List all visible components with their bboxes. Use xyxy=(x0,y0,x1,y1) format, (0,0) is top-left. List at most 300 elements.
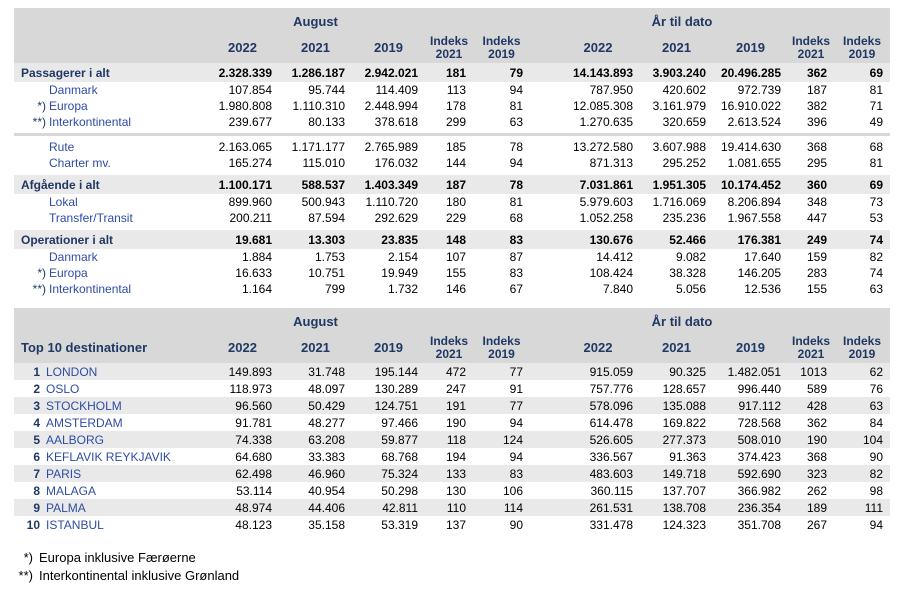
row-label: Afgående i alt xyxy=(21,177,100,192)
ytd-indeks-2021-value: 190 xyxy=(806,432,827,447)
table-row xyxy=(14,281,890,297)
row-label: **) Interkontinental xyxy=(14,282,206,296)
period-group-row xyxy=(14,308,890,332)
aug-indeks-2021-value: 137 xyxy=(445,517,466,532)
city-name: LONDON xyxy=(46,364,98,379)
aug-2022-value: 899.960 xyxy=(228,195,272,209)
aug-indeks-2021-value: 113 xyxy=(446,83,466,97)
row-label: *) Europa xyxy=(14,99,206,113)
aug-2019-value: 176.032 xyxy=(374,156,418,170)
aug-indeks-2021-value: 185 xyxy=(445,140,466,154)
footnote-marker: *) xyxy=(37,99,46,113)
aug-indeks-2021-value: 229 xyxy=(445,211,466,225)
ytd-2022-value: 614.478 xyxy=(589,415,633,430)
destination-label xyxy=(14,365,206,379)
aug-2019-value: 97.466 xyxy=(381,415,418,430)
table-row xyxy=(14,194,890,210)
table-row xyxy=(14,155,890,171)
column-header-indeks-2019: Indeks 2019 xyxy=(482,333,521,361)
aug-indeks-2021-value: 194 xyxy=(445,449,466,464)
aug-2019-value: 2.765.989 xyxy=(364,140,418,154)
aug-indeks-2019-value: 106 xyxy=(502,483,523,498)
ytd-indeks-2019-value: 73 xyxy=(869,195,883,209)
ytd-2022-value: 915.059 xyxy=(589,364,633,379)
ytd-indeks-2021-value: 362 xyxy=(806,65,827,80)
ytd-2022-value: 12.085.308 xyxy=(572,99,633,113)
ytd-indeks-2019-value: 71 xyxy=(869,99,883,113)
aug-2022-value: 48.123 xyxy=(235,517,272,532)
column-header-indeks-2021: Indeks 2021 xyxy=(429,33,468,61)
aug-indeks-2019-value: 94 xyxy=(509,415,523,430)
ytd-indeks-2021-value: 382 xyxy=(806,99,827,113)
ytd-2021-value: 128.657 xyxy=(662,381,706,396)
destination-row xyxy=(14,414,890,431)
aug-indeks-2021-value: 146 xyxy=(445,282,466,296)
city-name: AALBORG xyxy=(46,432,105,447)
ytd-indeks-2021-value: 1013 xyxy=(800,364,827,379)
destination-row xyxy=(14,499,890,516)
aug-2022-value: 74.338 xyxy=(235,432,272,447)
aug-2019-value: 2.942.021 xyxy=(364,65,418,80)
ytd-indeks-2021-value: 187 xyxy=(806,83,827,97)
aug-2019-value: 292.629 xyxy=(374,211,418,225)
destination-row xyxy=(14,431,890,448)
column-header-ytd-indeks-2021: Indeks 2021 xyxy=(791,33,830,61)
ytd-indeks-2019-value: 74 xyxy=(869,266,883,280)
aug-2021-value: 1.110.310 xyxy=(292,99,345,113)
aug-2022-value: 149.893 xyxy=(228,364,272,379)
aug-2021-value: 40.954 xyxy=(308,483,345,498)
table-row xyxy=(14,114,890,130)
aug-indeks-2019-value: 94 xyxy=(509,83,523,97)
ytd-2019-value: 917.112 xyxy=(738,398,781,413)
aug-indeks-2021-value: 178 xyxy=(445,99,466,113)
destination-label xyxy=(14,433,206,447)
aug-2021-value: 63.208 xyxy=(308,432,345,447)
aug-2021-value: 50.429 xyxy=(308,398,345,413)
table-row xyxy=(14,139,890,155)
ytd-2021-value: 38.328 xyxy=(669,266,706,280)
aug-indeks-2021-value: 181 xyxy=(445,65,466,80)
ytd-indeks-2019-value: 63 xyxy=(869,398,883,413)
aug-2019-value: 68.768 xyxy=(381,449,418,464)
ytd-2021-value: 52.466 xyxy=(669,232,706,247)
ytd-indeks-2019-value: 104 xyxy=(862,432,883,447)
ytd-2021-value: 135.088 xyxy=(662,398,706,413)
aug-2021-value: 33.383 xyxy=(308,449,345,464)
aug-indeks-2021-value: 299 xyxy=(445,115,466,129)
ytd-2022-value: 5.979.603 xyxy=(579,195,633,209)
column-header-ytd-2021: 2021 xyxy=(662,40,691,55)
year-to-date-group-header: År til dato xyxy=(651,314,713,329)
aug-2021-value: 95.744 xyxy=(308,83,345,97)
ytd-2022-value: 1.270.635 xyxy=(579,115,633,129)
table-row xyxy=(14,98,890,114)
table-row xyxy=(14,82,890,98)
aug-indeks-2019-value: 78 xyxy=(509,177,523,192)
aug-indeks-2019-value: 77 xyxy=(509,364,523,379)
destination-label xyxy=(14,484,206,498)
column-header-ytd-2019: 2019 xyxy=(736,40,765,55)
aug-2022-value: 165.274 xyxy=(228,156,272,170)
ytd-2021-value: 124.323 xyxy=(662,517,706,532)
table-row xyxy=(14,249,890,265)
city-name: ISTANBUL xyxy=(46,517,104,532)
ytd-2019-value: 508.010 xyxy=(737,432,781,447)
footnote-marker: *) xyxy=(23,550,33,565)
ytd-2021-value: 1.716.069 xyxy=(652,195,706,209)
rank-number: 8 xyxy=(33,483,40,498)
ytd-2022-value: 7.031.861 xyxy=(579,177,633,192)
traffic-table-body xyxy=(14,63,890,297)
destination-label xyxy=(14,518,206,532)
aug-indeks-2019-value: 124 xyxy=(502,432,523,447)
ytd-indeks-2021-value: 262 xyxy=(806,483,827,498)
column-header-aug-2022: 2022 xyxy=(228,340,257,355)
column-header-ytd-2019: 2019 xyxy=(736,340,765,355)
ytd-2019-value: 12.536 xyxy=(744,282,781,296)
aug-2022-value: 2.328.339 xyxy=(218,65,272,80)
aug-indeks-2019-value: 78 xyxy=(509,140,523,154)
ytd-indeks-2019-value: 74 xyxy=(869,232,883,247)
ytd-indeks-2021-value: 447 xyxy=(806,211,827,225)
aug-2021-value: 44.406 xyxy=(308,500,345,515)
ytd-indeks-2019-value: 69 xyxy=(869,65,883,80)
ytd-indeks-2019-value: 69 xyxy=(869,177,883,192)
aug-2019-value: 19.949 xyxy=(381,266,418,280)
aug-indeks-2019-value: 94 xyxy=(509,156,523,170)
aug-indeks-2019-value: 83 xyxy=(509,232,523,247)
column-header-ytd-indeks-2019: Indeks 2019 xyxy=(842,33,881,61)
ytd-2022-value: 757.776 xyxy=(589,381,633,396)
aug-indeks-2019-value: 79 xyxy=(509,65,523,80)
ytd-2019-value: 16.910.022 xyxy=(720,99,781,113)
period-group-row xyxy=(14,8,890,32)
ytd-2019-value: 10.174.452 xyxy=(720,177,781,192)
ytd-2019-value: 351.708 xyxy=(737,517,781,532)
destination-row xyxy=(14,380,890,397)
destination-label xyxy=(14,399,206,413)
aug-2022-value: 64.680 xyxy=(235,449,272,464)
aug-indeks-2021-value: 130 xyxy=(445,483,466,498)
aug-2019-value: 42.811 xyxy=(382,500,418,515)
column-header-aug-2021: 2021 xyxy=(301,340,330,355)
aug-2022-value: 1.100.171 xyxy=(218,177,272,192)
ytd-2022-value: 13.272.580 xyxy=(572,140,633,154)
ytd-2019-value: 1.482.051 xyxy=(727,364,781,379)
footnotes xyxy=(14,549,892,585)
aug-2022-value: 62.498 xyxy=(235,466,272,481)
ytd-indeks-2019-value: 53 xyxy=(869,211,883,225)
ytd-indeks-2021-value: 189 xyxy=(806,500,827,515)
footnote-text: Europa inklusive Færøerne xyxy=(39,550,196,565)
table-row xyxy=(14,210,890,226)
aug-2019-value: 1.403.349 xyxy=(364,177,418,192)
ytd-indeks-2021-value: 428 xyxy=(806,398,827,413)
ytd-indeks-2021-value: 159 xyxy=(806,250,827,264)
city-name: AMSTERDAM xyxy=(46,415,123,430)
aug-2021-value: 80.133 xyxy=(308,115,345,129)
table-row xyxy=(14,265,890,281)
ytd-indeks-2021-value: 360 xyxy=(806,177,827,192)
city-name: KEFLAVIK REYKJAVIK xyxy=(46,449,171,464)
aug-2019-value: 130.289 xyxy=(374,381,418,396)
aug-indeks-2021-value: 110 xyxy=(446,500,466,515)
aug-2019-value: 75.324 xyxy=(381,466,418,481)
aug-2022-value: 91.781 xyxy=(235,415,272,430)
city-name: STOCKHOLM xyxy=(46,398,122,413)
rank-number: 5 xyxy=(33,432,40,447)
aug-2021-value: 588.537 xyxy=(301,177,345,192)
aug-indeks-2021-value: 148 xyxy=(445,232,466,247)
ytd-2022-value: 331.478 xyxy=(589,517,633,532)
aug-2021-value: 500.943 xyxy=(301,195,345,209)
top10-table xyxy=(14,308,890,533)
top10-title: Top 10 destinationer xyxy=(21,340,148,355)
destination-label xyxy=(14,416,206,430)
column-header-ytd-2022: 2022 xyxy=(583,40,613,55)
ytd-indeks-2019-value: 82 xyxy=(869,466,883,481)
ytd-2022-value: 787.950 xyxy=(589,83,633,97)
ytd-indeks-2019-value: 81 xyxy=(869,156,883,170)
aug-indeks-2021-value: 180 xyxy=(445,195,466,209)
footnote-europa xyxy=(14,549,892,567)
destination-label xyxy=(14,467,206,481)
aug-2021-value: 1.286.187 xyxy=(291,65,345,80)
aug-2021-value: 1.753 xyxy=(314,250,345,264)
footnote-marker: **) xyxy=(18,568,33,583)
column-header-indeks-2019: Indeks 2019 xyxy=(482,33,521,61)
aug-2019-value: 1.110.720 xyxy=(365,195,418,209)
aug-indeks-2019-value: 94 xyxy=(509,449,523,464)
aug-2019-value: 378.618 xyxy=(374,115,418,129)
column-header-aug-2022: 2022 xyxy=(228,40,257,55)
ytd-2021-value: 9.082 xyxy=(675,250,706,264)
destination-row xyxy=(14,465,890,482)
ytd-2021-value: 5.056 xyxy=(675,282,706,296)
aug-2021-value: 1.171.177 xyxy=(291,140,345,154)
row-label: *) Europa xyxy=(14,266,206,280)
aug-indeks-2021-value: 190 xyxy=(445,415,466,430)
aug-2022-value: 96.560 xyxy=(235,398,272,413)
aug-indeks-2019-value: 77 xyxy=(509,398,523,413)
ytd-2021-value: 90.325 xyxy=(669,364,706,379)
aug-2022-value: 19.681 xyxy=(235,232,272,247)
aug-indeks-2021-value: 155 xyxy=(445,266,466,280)
footnote-text: Interkontinental inklusive Grønland xyxy=(39,568,240,583)
column-header-ytd-indeks-2019: Indeks 2019 xyxy=(842,333,881,361)
ytd-2021-value: 420.602 xyxy=(662,83,706,97)
row-label: Rute xyxy=(49,140,75,154)
ytd-2022-value: 483.603 xyxy=(589,466,633,481)
ytd-2022-value: 261.531 xyxy=(589,500,633,515)
ytd-2019-value: 236.354 xyxy=(737,500,781,515)
aug-2021-value: 31.748 xyxy=(308,364,345,379)
aug-2021-value: 48.277 xyxy=(308,415,345,430)
traffic-table xyxy=(14,8,890,297)
ytd-2019-value: 19.414.630 xyxy=(720,140,781,154)
ytd-2019-value: 1.081.655 xyxy=(727,156,781,170)
city-name: PALMA xyxy=(46,500,86,515)
aug-2019-value: 2.154 xyxy=(387,250,418,264)
column-header-indeks-2021: Indeks 2021 xyxy=(429,333,468,361)
ytd-indeks-2021-value: 368 xyxy=(806,140,827,154)
ytd-2019-value: 8.206.894 xyxy=(727,195,781,209)
aug-2021-value: 13.303 xyxy=(308,232,345,247)
aug-indeks-2021-value: 191 xyxy=(445,398,466,413)
ytd-2021-value: 169.822 xyxy=(662,415,706,430)
city-name: PARIS xyxy=(46,466,82,481)
aug-2019-value: 23.835 xyxy=(381,232,418,247)
ytd-2021-value: 138.708 xyxy=(662,500,706,515)
column-header-aug-2021: 2021 xyxy=(301,40,330,55)
traffic-table-header xyxy=(14,8,890,63)
column-header-ytd-2022: 2022 xyxy=(583,340,613,355)
column-header-row xyxy=(14,32,890,63)
footnote-marker: **) xyxy=(32,115,46,129)
aug-2021-value: 799 xyxy=(324,282,345,296)
ytd-2021-value: 3.161.979 xyxy=(652,99,706,113)
ytd-indeks-2021-value: 267 xyxy=(806,517,827,532)
ytd-indeks-2021-value: 283 xyxy=(806,266,827,280)
aug-2022-value: 1.884 xyxy=(241,250,272,264)
ytd-2022-value: 130.676 xyxy=(589,232,633,247)
year-to-date-group-header: År til dato xyxy=(651,14,713,29)
ytd-2019-value: 374.423 xyxy=(737,449,781,464)
city-name: OSLO xyxy=(46,381,80,396)
rank-number: 1 xyxy=(33,364,40,379)
aug-indeks-2019-value: 83 xyxy=(509,266,523,280)
city-name: MALAGA xyxy=(46,483,97,498)
ytd-2021-value: 3.903.240 xyxy=(652,65,706,80)
ytd-2019-value: 592.690 xyxy=(737,466,781,481)
row-label: Passagerer i alt xyxy=(21,65,110,80)
aug-2022-value: 53.114 xyxy=(236,483,272,498)
ytd-indeks-2019-value: 68 xyxy=(869,140,883,154)
ytd-indeks-2021-value: 348 xyxy=(806,195,827,209)
table-row xyxy=(14,230,890,249)
ytd-indeks-2019-value: 84 xyxy=(869,415,883,430)
ytd-2022-value: 360.115 xyxy=(590,483,633,498)
ytd-indeks-2019-value: 90 xyxy=(869,449,883,464)
aug-2019-value: 1.732 xyxy=(387,282,418,296)
ytd-2021-value: 91.363 xyxy=(669,449,706,464)
ytd-2019-value: 366.982 xyxy=(737,483,781,498)
rank-number: 7 xyxy=(33,466,40,481)
aug-2019-value: 195.144 xyxy=(374,364,418,379)
aug-indeks-2019-value: 90 xyxy=(509,517,523,532)
destination-row xyxy=(14,397,890,414)
ytd-2019-value: 176.381 xyxy=(737,232,781,247)
ytd-2021-value: 1.951.305 xyxy=(652,177,706,192)
footnote-marker: *) xyxy=(37,266,46,280)
aug-indeks-2021-value: 107 xyxy=(445,250,466,264)
aug-indeks-2019-value: 83 xyxy=(509,466,523,481)
row-label: Danmark xyxy=(49,83,98,97)
row-label: Danmark xyxy=(49,250,98,264)
ytd-2022-value: 108.424 xyxy=(589,266,633,280)
table-row xyxy=(14,130,890,139)
aug-2019-value: 114.409 xyxy=(375,83,418,97)
aug-indeks-2019-value: 67 xyxy=(509,282,523,296)
ytd-indeks-2019-value: 111 xyxy=(864,500,883,515)
aug-indeks-2021-value: 247 xyxy=(445,381,466,396)
aug-indeks-2021-value: 118 xyxy=(446,432,466,447)
destination-label xyxy=(14,382,206,396)
aug-2022-value: 107.854 xyxy=(228,83,272,97)
aug-2019-value: 59.877 xyxy=(381,432,418,447)
rank-number: 2 xyxy=(33,381,40,396)
aug-2021-value: 35.158 xyxy=(308,517,345,532)
destination-row xyxy=(14,448,890,465)
aug-2022-value: 1.980.808 xyxy=(218,99,272,113)
ytd-2022-value: 871.313 xyxy=(589,156,633,170)
rank-number: 10 xyxy=(26,517,40,532)
ytd-indeks-2021-value: 155 xyxy=(806,282,827,296)
ytd-2019-value: 20.496.285 xyxy=(720,65,781,80)
destination-label xyxy=(14,450,206,464)
rank-number: 9 xyxy=(33,500,40,515)
row-label: Lokal xyxy=(49,195,78,209)
ytd-2019-value: 2.613.524 xyxy=(727,115,781,129)
ytd-2022-value: 7.840 xyxy=(602,282,633,296)
rank-number: 6 xyxy=(33,449,40,464)
aug-2022-value: 2.163.065 xyxy=(218,140,272,154)
aug-2019-value: 50.298 xyxy=(381,483,418,498)
footnote-interkontinental xyxy=(14,567,892,585)
aug-indeks-2021-value: 472 xyxy=(445,364,466,379)
ytd-indeks-2021-value: 368 xyxy=(806,449,827,464)
aug-2022-value: 200.211 xyxy=(229,211,272,225)
ytd-indeks-2019-value: 81 xyxy=(869,83,883,97)
footnote-marker: **) xyxy=(32,282,46,296)
rank-number: 3 xyxy=(33,398,40,413)
ytd-2022-value: 578.096 xyxy=(589,398,633,413)
ytd-indeks-2021-value: 396 xyxy=(806,115,827,129)
aug-indeks-2019-value: 87 xyxy=(509,250,523,264)
august-group-header: August xyxy=(293,314,338,329)
aug-2021-value: 115.010 xyxy=(302,156,345,170)
ytd-2021-value: 149.718 xyxy=(662,466,706,481)
aug-indeks-2021-value: 144 xyxy=(445,156,466,170)
ytd-2022-value: 526.605 xyxy=(589,432,633,447)
aug-indeks-2019-value: 68 xyxy=(509,211,523,225)
aug-2022-value: 1.164 xyxy=(241,282,272,296)
row-label: **) Interkontinental xyxy=(14,115,206,129)
ytd-2019-value: 1.967.558 xyxy=(727,211,781,225)
ytd-indeks-2019-value: 82 xyxy=(869,250,883,264)
destination-row xyxy=(14,363,890,380)
destination-label xyxy=(14,501,206,515)
ytd-2021-value: 295.252 xyxy=(662,156,706,170)
ytd-indeks-2021-value: 295 xyxy=(806,156,827,170)
aug-indeks-2019-value: 81 xyxy=(509,99,523,113)
column-header-row xyxy=(14,332,890,363)
ytd-indeks-2019-value: 49 xyxy=(869,115,883,129)
aug-2019-value: 124.751 xyxy=(374,398,418,413)
ytd-indeks-2019-value: 94 xyxy=(869,517,883,532)
ytd-2021-value: 137.707 xyxy=(662,483,706,498)
row-label: Operationer i alt xyxy=(21,232,114,247)
aug-2021-value: 10.751 xyxy=(308,266,345,280)
ytd-2022-value: 14.143.893 xyxy=(572,65,633,80)
ytd-indeks-2021-value: 362 xyxy=(806,415,827,430)
ytd-2022-value: 14.412 xyxy=(596,250,633,264)
ytd-2019-value: 728.568 xyxy=(737,415,781,430)
aug-2019-value: 2.448.994 xyxy=(364,99,418,113)
aug-2021-value: 87.594 xyxy=(308,211,345,225)
august-group-header: August xyxy=(293,14,338,29)
